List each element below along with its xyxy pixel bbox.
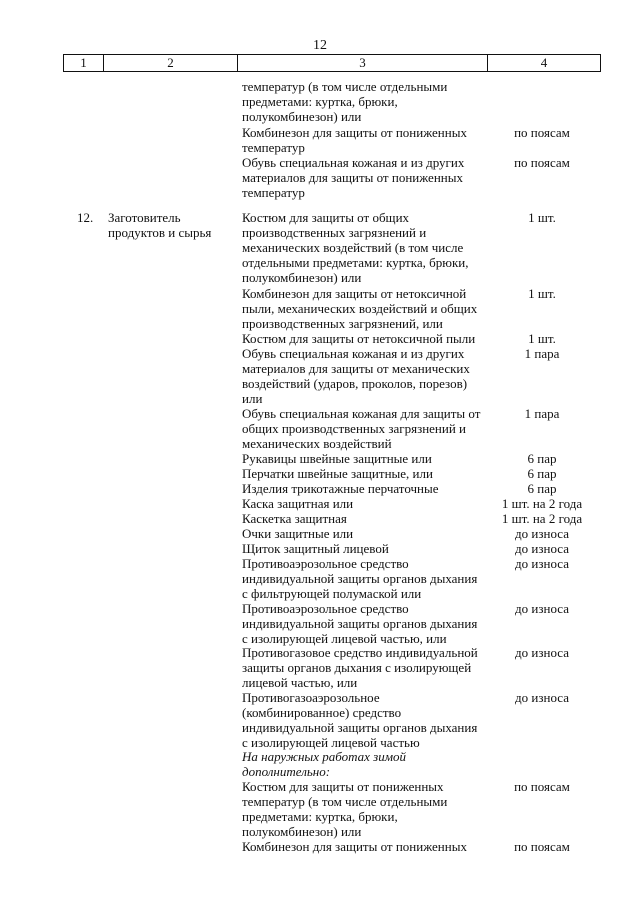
ppe-item [242, 556, 486, 601]
ppe-item-line: Перчатки швейные защитные, или [242, 466, 433, 481]
issue-norm-line: 6 пар [527, 481, 557, 496]
ppe-item-line: механических воздействий (в том числе [242, 240, 464, 255]
ppe-item [242, 451, 486, 466]
ppe-item-line: Костюм для защиты от общих [242, 210, 410, 225]
ppe-item [242, 210, 486, 285]
ppe-item [242, 839, 486, 854]
ppe-item [242, 526, 486, 541]
ppe-item [242, 511, 486, 526]
issue-norm [492, 125, 592, 140]
ppe-item-line: отдельными предметами: куртка, брюки, [242, 255, 469, 270]
issue-norm [492, 541, 592, 556]
issue-norm-line: по поясам [514, 155, 570, 170]
column-header-3: 3 [238, 55, 488, 72]
ppe-item-line: индивидуальной защиты органов дыхания [242, 571, 478, 586]
issue-norm-line: до износа [515, 541, 569, 556]
ppe-item [242, 541, 486, 556]
profession-name-line: продуктов и сырья [108, 225, 212, 240]
issue-norm-line: 6 пар [527, 451, 557, 466]
ppe-item-line: предметами: куртка, брюки, [242, 94, 398, 109]
ppe-item-line: материалов для защиты от механических [242, 361, 470, 376]
ppe-item-line: Костюм для защиты от пониженных [242, 779, 444, 794]
issue-norm-line: до износа [515, 690, 569, 705]
ppe-item-line: Комбинезон для защиты от пониженных [242, 125, 467, 140]
ppe-item-line: На наружных работах зимой [242, 749, 407, 764]
ppe-item [242, 331, 486, 346]
ppe-item-line: температур (в том числе отдельными [242, 794, 448, 809]
issue-norm [492, 331, 592, 346]
ppe-item-line: общих производственных загрязнений и [242, 421, 467, 436]
issue-norm [492, 496, 592, 511]
ppe-item-line: Противоаэрозольное средство [242, 601, 409, 616]
ppe-item-line: производственных загрязнений и [242, 225, 427, 240]
ppe-item [242, 496, 486, 511]
issue-norm [492, 645, 592, 660]
ppe-item-line: Щиток защитный лицевой [242, 541, 389, 556]
ppe-item [242, 125, 486, 155]
issue-norm [492, 406, 592, 421]
ppe-item-line: воздействий (ударов, проколов, порезов) [242, 376, 468, 391]
issue-norm [492, 481, 592, 496]
issue-norm-line: 6 пар [527, 466, 557, 481]
issue-norm-line: до износа [515, 556, 569, 571]
issue-norm-line: по поясам [514, 839, 570, 854]
column-header-4: 4 [488, 55, 601, 72]
ppe-item-line: Противоаэрозольное средство [242, 556, 409, 571]
issue-norm-line: 1 шт. [528, 331, 556, 346]
ppe-item-line: полукомбинезон) или [242, 824, 362, 839]
ppe-item-line: полукомбинезон) или [242, 270, 362, 285]
column-header-1: 1 [64, 55, 104, 72]
ppe-item-line: материалов для защиты от пониженных [242, 170, 463, 185]
ppe-item-line: Обувь специальная кожаная для защиты от [242, 406, 481, 421]
issue-norm [492, 556, 592, 571]
ppe-item [242, 690, 486, 750]
issue-norm-line: до износа [515, 526, 569, 541]
issue-norm [492, 690, 592, 705]
ppe-item-line: Очки защитные или [242, 526, 354, 541]
ppe-item [242, 466, 486, 481]
ppe-item [242, 155, 486, 200]
ppe-item-line: Комбинезон для защиты от нетоксичной [242, 286, 467, 301]
ppe-item-line: Обувь специальная кожаная и из других [242, 346, 465, 361]
ppe-item-line: Обувь специальная кожаная и из других [242, 155, 465, 170]
ppe-item-line: Костюм для защиты от нетоксичной пыли [242, 331, 476, 346]
issue-norm-line: 1 пара [524, 406, 560, 421]
issue-norm-line: по поясам [514, 125, 570, 140]
ppe-item [242, 601, 486, 646]
ppe-item-line: (комбинированное) средство [242, 705, 402, 720]
ppe-item-line: дополнительно: [242, 764, 331, 779]
ppe-item-line: Каскетка защитная [242, 511, 347, 526]
ppe-item-line: Рукавицы швейные защитные или [242, 451, 432, 466]
ppe-item-line: механических воздействий [242, 436, 392, 451]
issue-norm-line: до износа [515, 601, 569, 616]
issue-norm-line: по поясам [514, 779, 570, 794]
column-header-row [63, 54, 601, 72]
ppe-item-line: предметами: куртка, брюки, [242, 809, 398, 824]
issue-norm-line: 1 шт. на 2 года [501, 496, 583, 511]
ppe-item-line: с изолирующей лицевой частью [242, 735, 420, 750]
ppe-item-line: защиты органов дыхания с изолирующей [242, 660, 472, 675]
ppe-item-line: Противогазовое средство индивидуальной [242, 645, 478, 660]
ppe-item [242, 779, 486, 839]
profession-name [108, 210, 236, 240]
ppe-item-line: Противогазоаэрозольное [242, 690, 380, 705]
issue-norm [492, 210, 592, 225]
ppe-item [242, 406, 486, 451]
issue-norm [492, 601, 592, 616]
ppe-item-line: индивидуальной защиты органов дыхания [242, 616, 478, 631]
ppe-item-line: с фильтрующей полумаской или [242, 586, 422, 601]
ppe-item-line: полукомбинезон) или [242, 109, 362, 124]
page-number: 12 [313, 38, 327, 53]
issue-norm [492, 839, 592, 854]
issue-norm-line: 1 пара [524, 346, 560, 361]
issue-norm [492, 526, 592, 541]
ppe-item-line: температур (в том числе отдельными [242, 79, 448, 94]
issue-norm [492, 155, 592, 170]
ppe-item-line: температур [242, 140, 305, 155]
ppe-item [242, 346, 486, 406]
ppe-item [242, 79, 486, 124]
column-header-2: 2 [104, 55, 238, 72]
issue-norm [492, 286, 592, 301]
ppe-item [242, 749, 486, 779]
issue-norm-line: до износа [515, 645, 569, 660]
issue-norm [492, 779, 592, 794]
issue-norm [492, 511, 592, 526]
issue-norm [492, 451, 592, 466]
issue-norm [492, 346, 592, 361]
ppe-item [242, 645, 486, 690]
ppe-item-line: Каска защитная или [242, 496, 354, 511]
issue-norm-line: 1 шт. [528, 286, 556, 301]
issue-norm-line: 1 шт. [528, 210, 556, 225]
ppe-item-line: пыли, механических воздействий и общих [242, 301, 478, 316]
row-number: 12. [77, 210, 94, 225]
ppe-item-line: с изолирующей лицевой частью, или [242, 631, 447, 646]
ppe-item-line: Комбинезон для защиты от пониженных [242, 839, 467, 854]
issue-norm [492, 466, 592, 481]
ppe-item-line: температур [242, 185, 305, 200]
ppe-item-line: лицевой частью, или [242, 675, 358, 690]
ppe-item-line: Изделия трикотажные перчаточные [242, 481, 439, 496]
ppe-item-line: или [242, 391, 263, 406]
ppe-item [242, 481, 486, 496]
profession-name-line: Заготовитель [108, 210, 181, 225]
ppe-item [242, 286, 486, 331]
ppe-item-line: производственных загрязнений, или [242, 316, 443, 331]
issue-norm-line: 1 шт. на 2 года [501, 511, 583, 526]
ppe-item-line: индивидуальной защиты органов дыхания [242, 720, 478, 735]
